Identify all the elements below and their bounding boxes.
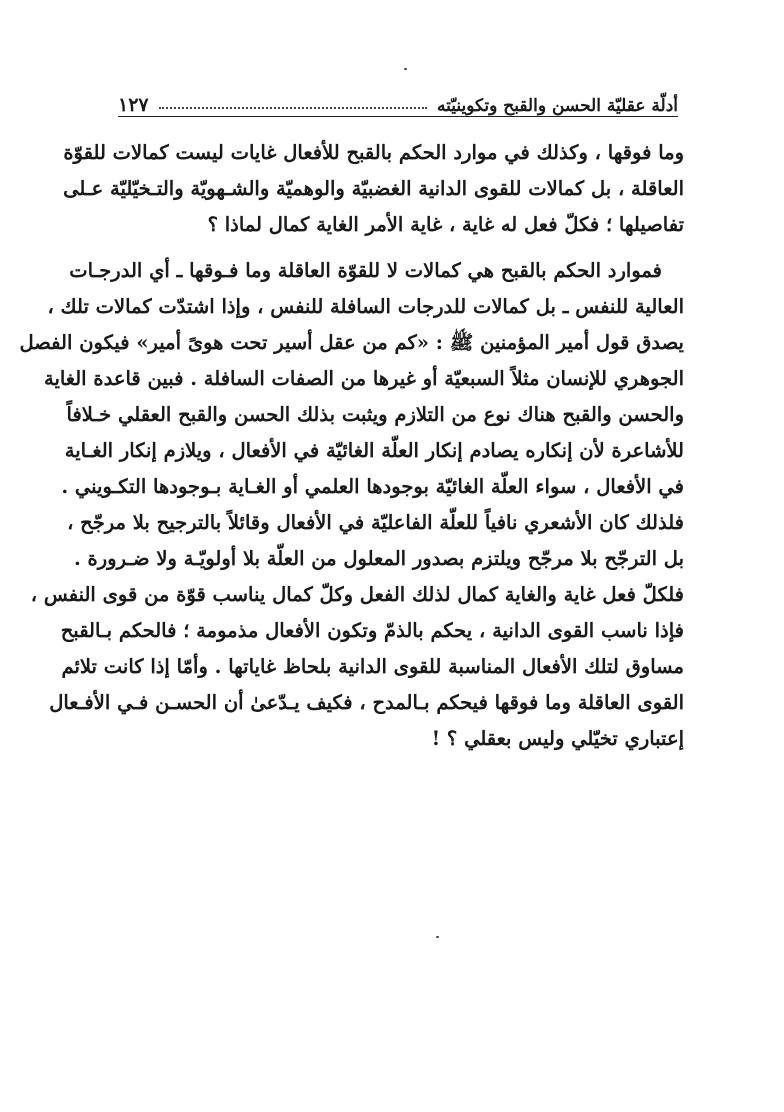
text-line: بل الترجّح بلا مرجّح ويلتزم بصدور المعلول من العلّة بلا أولويّـة ولا ضـرورة . [73,547,684,570]
text-line: العالية للنفس ـ بل كمالات للدرجات السافلة للنفس ، وإذا اشتدّت كمالات تلك ، [47,295,684,318]
scan-speck [436,936,439,938]
paragraph [63,135,684,243]
paragraph [19,253,684,757]
text-line: القوى العاقلة وما فوقها فيحكم بـالمدح ، فكيف يـدّعىٰ أن الحسـن فـي الأفـعال [49,691,684,714]
text-line: يصدق قول أمير المؤمنين ﷺ : «كم من عقل أسير تحت هوىً أمير» فيكون الفصل [19,331,684,354]
running-title: أدلّة عقليّة الحسن والقبح وتكوينيّته [436,96,678,116]
body-text [19,135,684,757]
text-line: فلذلك كان الأشعري نافياً للعلّة الفاعليّة في الأفعال وقائلاً بالترجيح بلا مرجّح ، [67,511,684,534]
scan-speck [404,68,407,70]
text-line: فإذا ناسب القوى الدانية ، يحكم بالذمّ وتكون الأفعال مذمومة ؛ فالحكم بـالقبح [60,619,684,642]
page-number: ١٢٧ [118,94,149,116]
text-line: فموارد الحكم بالقبح هي كمالات لا للقوّة العاقلة وما فـوقها ـ أي الدرجـات [69,259,662,282]
text-line: إعتباري تخيّلي وليس بعقلي ؟ ! [431,727,684,750]
dotted-leader [159,107,427,109]
text-line: للأشاعرة لأن إنكاره يصادم إنكار العلّة الغائيّة في الأفعال ، ويلازم إنكار الغـاية [64,439,684,462]
text-line: مساوق لتلك الأفعال المناسبة للقوى الدانية بلحاظ غاياتها . وأمّا إذا كانت تلائم [61,655,684,678]
text-line: وما فوقها ، وكذلك في موارد الحكم بالقبح للأفعال غايات ليست كمالات للقوّة [63,141,684,164]
text-line: والحسن والقبح هناك نوع من التلازم ويثبت بذلك الحسن والقبح العقلي خـلافاً [66,403,684,426]
text-line: فلكلّ فعل غاية والغاية كمال لذلك الفعل وكلّ كمال يناسب قوّة من قوى النفس ، [30,583,684,606]
text-line: تفاصيلها ؛ فكلّ فعل له غاية ، غاية الأمر الغاية كمال لماذا ؟ [207,213,684,236]
running-header [118,86,678,117]
text-line: العاقلة ، بل كمالات للقوى الدانية الغضبيّة والوهميّة والشـهويّة والتـخيّليّة عـلى [63,177,684,200]
text-line: في الأفعال ، سواء العلّة الغائيّة بوجودها العلمي أو الغـاية بـوجودها التكـويني . [61,475,684,498]
text-line: الجوهري للإنسان مثلاً السبعيّة أو غيرها من الصفات السافلة . فبين قاعدة الغاية [43,367,684,390]
